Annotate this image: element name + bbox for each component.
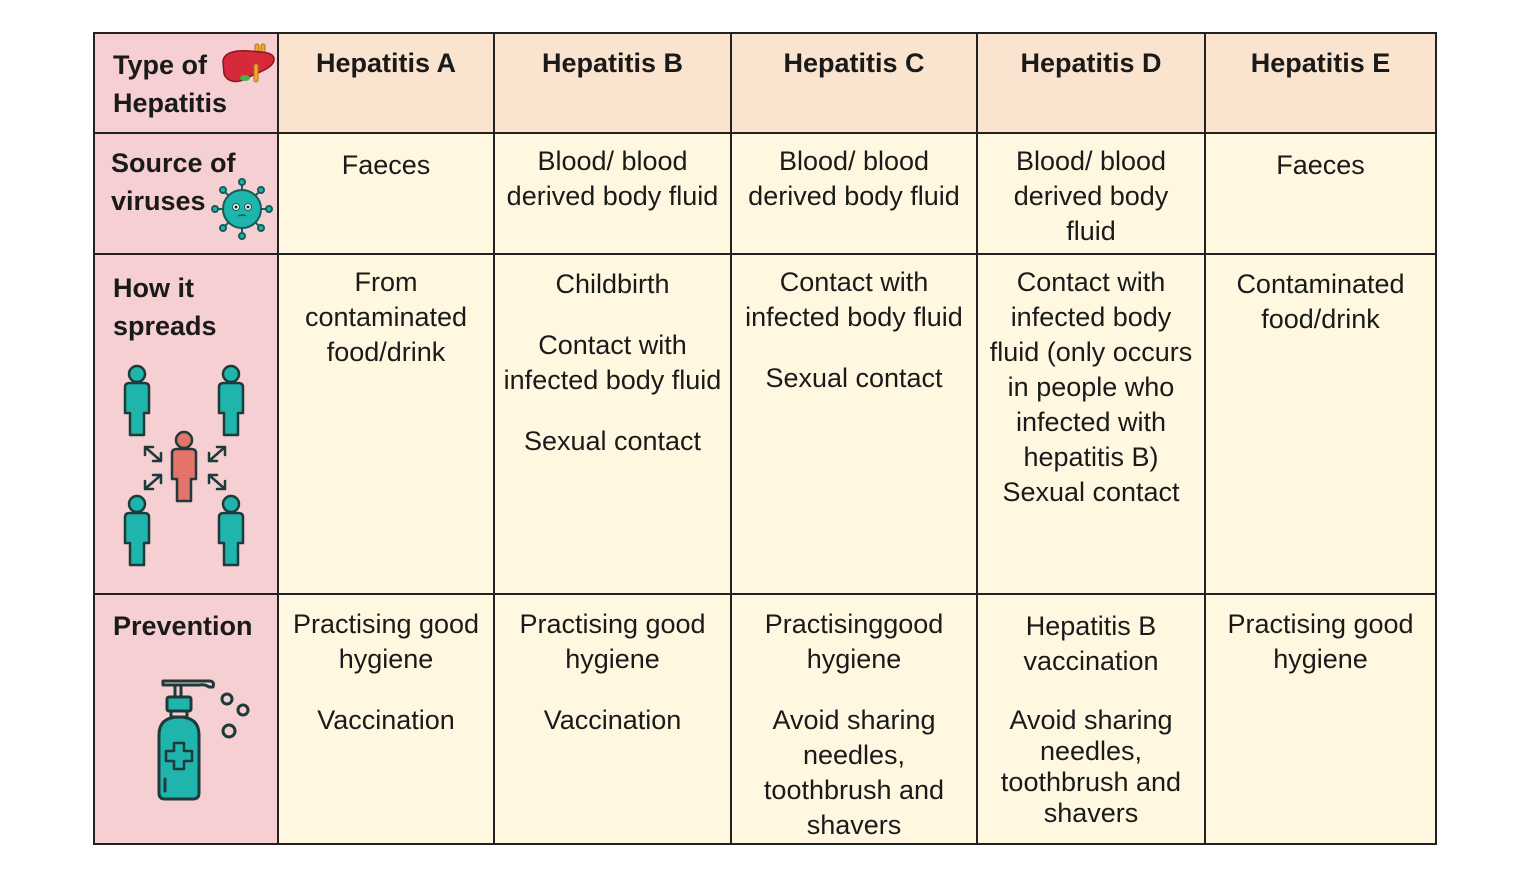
table-row-spread [94, 254, 1436, 594]
hand-sanitizer-icon [143, 675, 253, 810]
table-row-source [94, 133, 1436, 254]
corner-label: Type of Hepatitis [113, 50, 228, 118]
cell-text: Vaccination [317, 705, 455, 735]
row-header-source [94, 133, 278, 254]
column-header-hepatitis-e: Hepatitis E [1205, 33, 1436, 133]
cell-text: Contaminated food/drink [1236, 269, 1405, 334]
row-label-spread: How it spreads [113, 273, 217, 341]
cell-source-a [278, 133, 494, 254]
cell-text: Practising good hygiene [292, 609, 480, 674]
cell-text: Contact with infected body fluid [745, 267, 963, 332]
cell-spread-c [731, 254, 977, 594]
cell-text: Avoid sharing needles, toothbrush and shavers [1000, 705, 1182, 828]
cell-text: Faeces [1276, 150, 1365, 180]
cell-spread-a [278, 254, 494, 594]
cell-text: Avoid sharing needles, toothbrush and shavers [763, 705, 945, 840]
cell-prevention-d [977, 594, 1205, 844]
cell-source-d [977, 133, 1205, 254]
table-row-prevention [94, 594, 1436, 844]
header-row [94, 33, 1436, 133]
cell-prevention-c [731, 594, 977, 844]
cell-text: Sexual contact [765, 363, 943, 393]
cell-source-b [494, 133, 731, 254]
column-header-hepatitis-a: Hepatitis A [278, 33, 494, 133]
cell-text: Childbirth [555, 269, 670, 299]
cell-text: From contaminated food/drink [304, 267, 468, 367]
cell-text: Vaccination [543, 705, 682, 735]
column-header-hepatitis-b: Hepatitis B [494, 33, 731, 133]
column-header-hepatitis-d: Hepatitis D [977, 33, 1205, 133]
cell-text: Blood/ blood derived body fluid [506, 146, 719, 211]
cell-text: Contact with infected body fluid (only occurs in people who infected with hepatitis B) Sexual contact [989, 267, 1193, 507]
row-header-prevention [94, 594, 278, 844]
cell-text: Blood/ blood derived body fluid [1013, 146, 1169, 246]
people-spread-icon [115, 361, 255, 571]
cell-source-c [731, 133, 977, 254]
cell-text: Blood/ blood derived body fluid [748, 146, 960, 211]
cell-text: Sexual contact [523, 426, 702, 456]
cell-spread-e [1205, 254, 1436, 594]
row-label-prevention: Prevention [113, 611, 253, 641]
corner-header-cell [94, 33, 278, 133]
cell-text: Practising good hygiene [1227, 609, 1414, 674]
column-header-hepatitis-c: Hepatitis C [731, 33, 977, 133]
cell-spread-b [494, 254, 731, 594]
row-header-spread [94, 254, 278, 594]
liver-icon [219, 42, 277, 88]
cell-text: Contact with infected body fluid [503, 330, 722, 395]
hepatitis-comparison-table [93, 32, 1437, 845]
cell-source-e [1205, 133, 1436, 254]
cell-text: Hepatitis B vaccination [1023, 611, 1159, 676]
cell-prevention-a [278, 594, 494, 844]
row-label-source: Source of viruses [111, 148, 236, 216]
cell-prevention-b [494, 594, 731, 844]
cell-text: Faeces [341, 150, 431, 180]
cell-text: Practising good hygiene [519, 609, 706, 674]
cell-text: Practisinggood hygiene [764, 609, 944, 674]
cell-prevention-e [1205, 594, 1436, 844]
virus-icon [211, 178, 273, 240]
cell-spread-d [977, 254, 1205, 594]
